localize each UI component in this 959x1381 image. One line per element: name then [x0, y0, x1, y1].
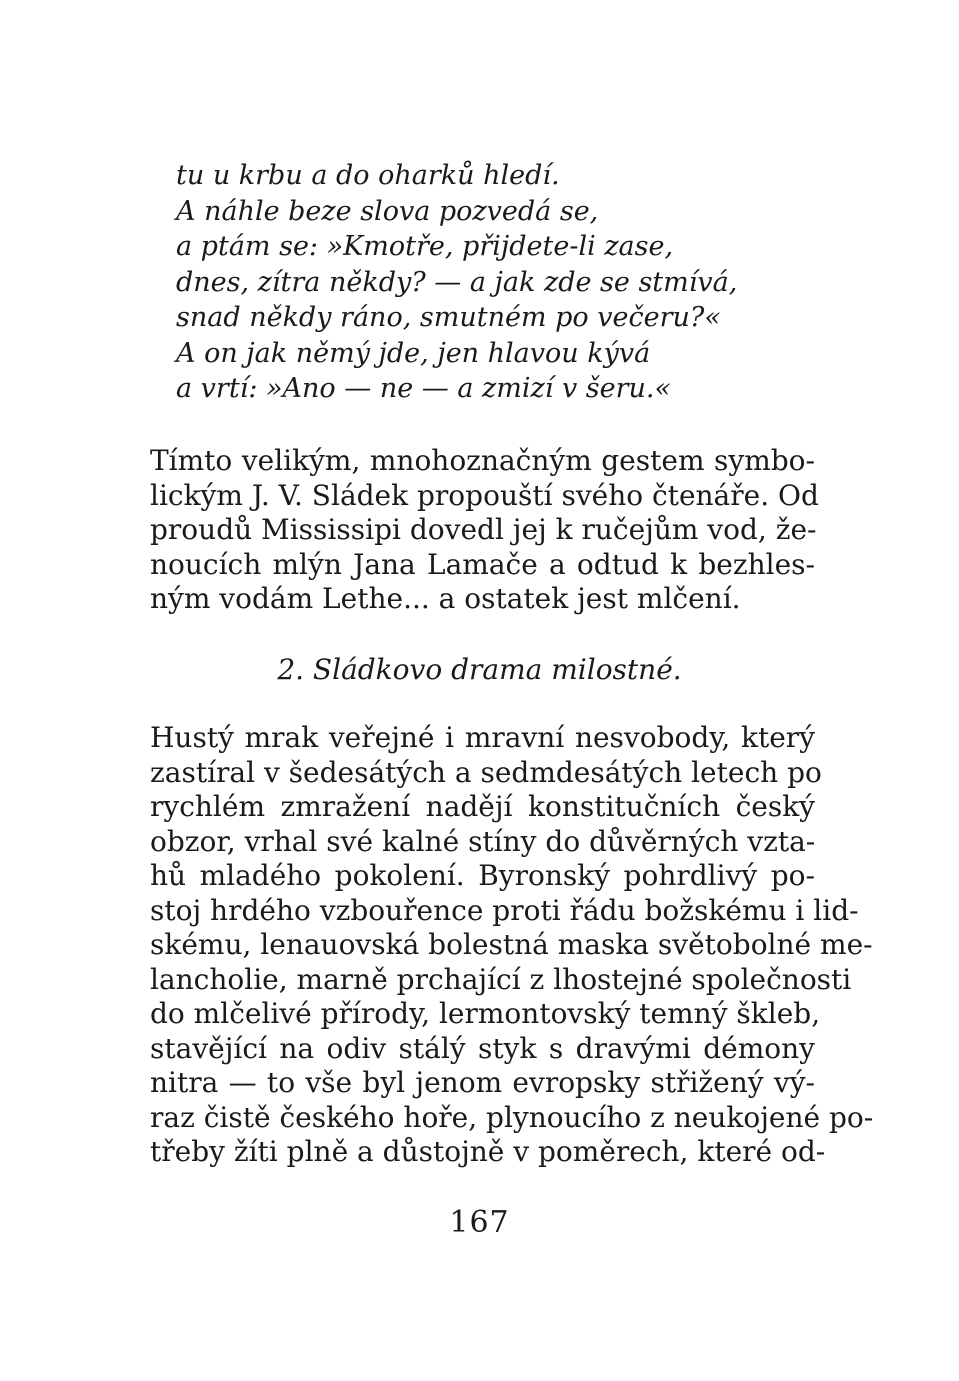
paragraph-line: třeby žíti plně a důstojně v poměrech, které od-	[150, 1135, 826, 1168]
section-heading: 2. Sládkovo drama milostné.	[277, 653, 682, 686]
page-number: 167	[449, 1205, 510, 1240]
paragraph-line: raz čistě českého hoře, plynoucího z neukojené po-	[150, 1100, 874, 1134]
poem-line: a ptám se: »Kmotře, přijdete-li zase,	[176, 231, 674, 262]
paragraph-line: ným vodám Lethe... a ostatek jest mlčení.	[150, 582, 741, 615]
poem-line: tu u krbu a do oharků hledí.	[176, 160, 560, 191]
paragraph-line: obzor, vrhal své kalné stíny do důvěrných vzta-	[150, 824, 816, 858]
paragraph-line: lancholie, marně prchající z lhostejné společnosti	[150, 962, 852, 996]
paragraph-line: rychlém zmražení nadějí konstitučních český	[150, 790, 815, 823]
paragraph-one	[150, 444, 819, 617]
poem-line: snad někdy ráno, smutném po večeru?«	[176, 302, 721, 333]
poem-line: dnes, zítra někdy? — a jak zde se stmívá,	[176, 266, 738, 298]
paragraph-line: noucích mlýn Jana Lamače a odtud k bezhles-	[150, 547, 815, 581]
paragraph-line: lickým J. V. Sládek propouští svého čtenáře. Od	[150, 478, 819, 512]
paragraph-line: nitra — to vše byl jenom evropsky střižený vý-	[150, 1066, 815, 1099]
poem-line: A náhle beze slova pozvedá se,	[176, 195, 599, 227]
paragraph-line: Tímto velikým, mnohoznačným gestem symbo-	[150, 444, 815, 477]
paragraph-line: skému, lenauovská bolestná maska světobolné me-	[150, 928, 873, 961]
poem-stanza	[176, 158, 836, 407]
paragraph-line: proudů Mississipi dovedl jej k ručejům vod, že-	[150, 513, 817, 546]
paragraph-line: stavějící na odiv stálý styk s dravými démony	[150, 1031, 815, 1065]
paragraph-line: zastíral v šedesátých a sedmdesátých letech po	[150, 755, 822, 789]
paragraph-line: do mlčelivé přírody, lermontovský temný škleb,	[150, 997, 821, 1030]
paragraph-line: stoj hrdého vzbouřence proti řádu božskému i lid-	[150, 893, 859, 927]
paragraph-line: hů mladého pokolení. Byronský pohrdlivý po-	[150, 859, 815, 892]
poem-line: A on jak němý jde, jen hlavou kývá	[176, 337, 651, 369]
paragraph-line: Hustý mrak veřejné i mravní nesvobody, který	[150, 721, 815, 754]
poem-line: a vrtí: »Ano — ne — a zmizí v šeru.«	[176, 373, 672, 404]
paragraph-two	[150, 721, 874, 1170]
